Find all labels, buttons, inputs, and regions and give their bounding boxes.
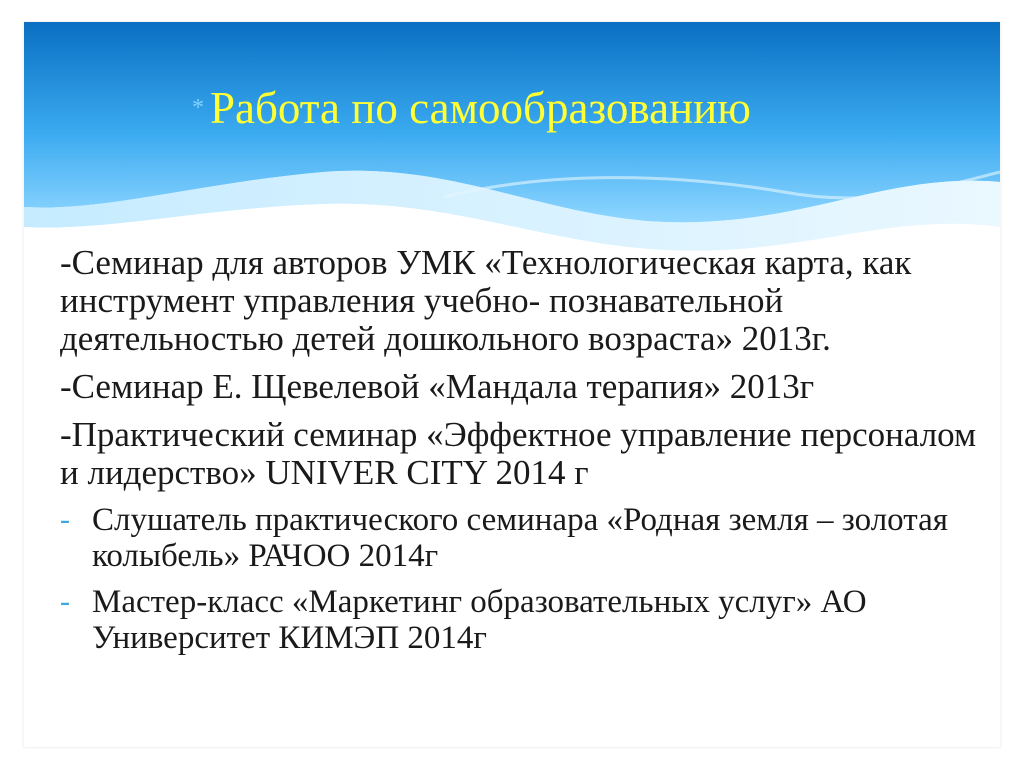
list-item-text: Слушатель практического семинара «Родная земля – золотая колыбель» РАЧОО 2014г <box>92 502 948 574</box>
paragraph-seminar-umk: -Семинар для авторов УМК «Технологическая карта, как инструмент управления учебно- познавательной деятельностью детей дошкольного возраста» 2013г. <box>60 243 912 358</box>
list-item <box>60 502 980 574</box>
slide <box>24 22 1000 747</box>
title-bullet-icon: * <box>192 95 204 121</box>
paragraph-seminar-management: -Практический семинар «Эффектное управление персоналом и лидерство» UNIVER CITY 2014 г <box>60 415 977 492</box>
list-item <box>60 584 980 656</box>
title-row <box>192 80 751 136</box>
dash-bullet-icon: - <box>60 503 70 536</box>
dash-bullet-icon: - <box>60 585 70 618</box>
slide-title: Работа по самообразованию <box>210 83 751 133</box>
slide-content <box>60 244 980 666</box>
list-item-text: Мастер-класс «Маркетинг образовательных услуг» АО Университет КИМЭП 2014г <box>92 584 867 656</box>
paragraph-seminar-mandala: -Семинар Е. Щевелевой «Мандала терапия» 2013г <box>60 367 815 406</box>
